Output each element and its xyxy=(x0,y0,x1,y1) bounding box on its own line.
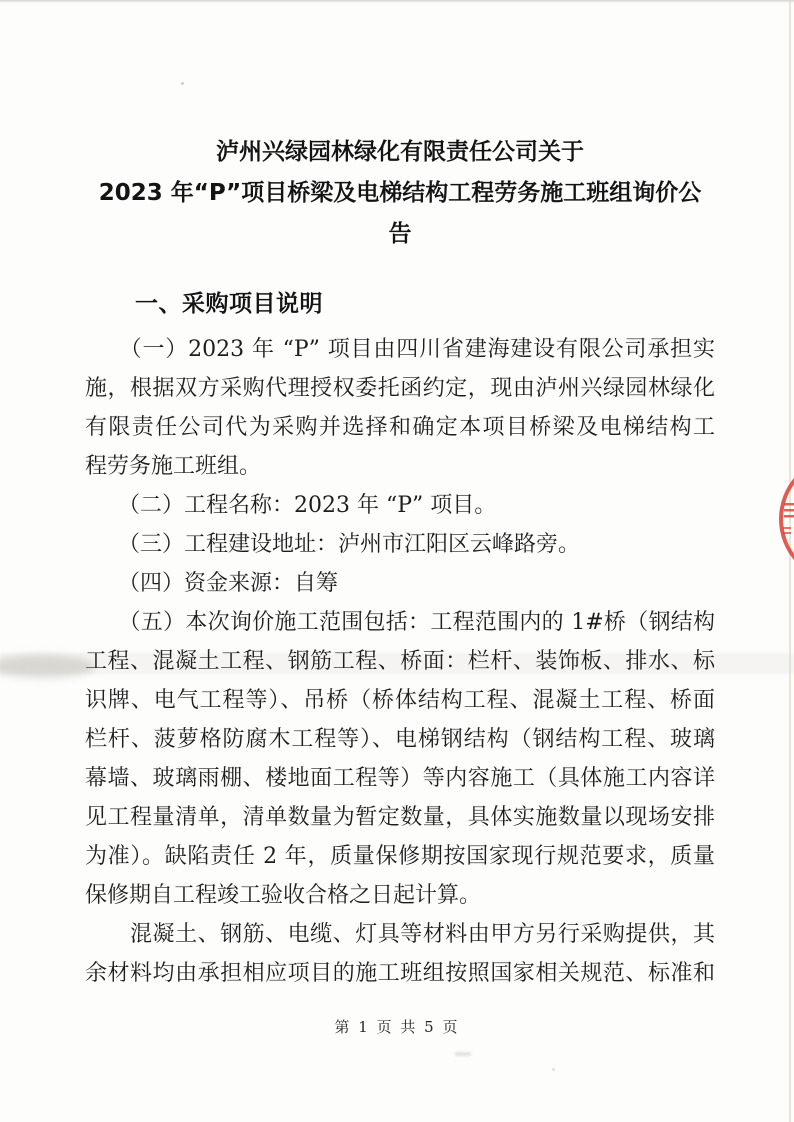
official-seal-stamp xyxy=(779,455,794,583)
official-seal-text-fragment xyxy=(784,503,794,519)
body-line: 有限责任公司代为采购并选择和确定本项目桥梁及电梯结构工 xyxy=(85,415,715,440)
body-line: 幕墙、玻璃雨棚、楼地面工程等）等内容施工（具体施工内容详 xyxy=(85,766,715,791)
body-line: 程劳务施工班组。 xyxy=(85,454,262,479)
official-seal-text-fragment xyxy=(783,527,791,536)
body-line: （二）工程名称：2023 年 “P” 项目。 xyxy=(85,493,497,518)
body-line: 见工程量清单，清单数量为暂定数量，具体实施数量以现场安排 xyxy=(85,805,715,830)
body-line: 余材料均由承担相应项目的施工班组按照国家相关规范、标准和 xyxy=(85,961,715,986)
body-line: （三）工程建设地址：泸州市江阳区云峰路旁。 xyxy=(85,532,581,557)
body-line: （四）资金来源：自筹 xyxy=(85,571,339,596)
scan-top-edge-artifact xyxy=(0,0,794,3)
document-body xyxy=(85,330,715,993)
page-right-edge-line xyxy=(789,0,791,1122)
title-line: 2023 年“P”项目桥梁及电梯结构工程劳务施工班组询价公 xyxy=(98,180,702,206)
document-title xyxy=(82,132,718,255)
body-line: （五）本次询价施工范围包括：工程范围内的 1#桥（钢结构 xyxy=(85,610,715,635)
scan-smudge-artifact xyxy=(0,655,95,678)
scan-speck xyxy=(181,82,184,85)
body-line: 栏杆、菠萝格防腐木工程等）、电梯钢结构（钢结构工程、玻璃 xyxy=(85,727,715,752)
scan-speck xyxy=(552,1068,555,1071)
body-line: 识牌、电气工程等）、吊桥（桥体结构工程、混凝土工程、桥面 xyxy=(85,688,715,713)
scan-speck xyxy=(455,1052,471,1056)
body-line: 混凝土、钢筋、电缆、灯具等材料由甲方另行采购提供，其 xyxy=(85,922,715,947)
title-line: 告 xyxy=(388,221,412,247)
body-line: 施，根据双方采购代理授权委托函约定，现由泸州兴绿园林绿化 xyxy=(85,376,715,401)
body-line: 保修期自工程竣工验收合格之日起计算。 xyxy=(85,883,482,908)
body-line: 工程、混凝土工程、钢筋工程、桥面：栏杆、装饰板、排水、标 xyxy=(85,649,715,674)
body-line: 为准）。缺陷责任 2 年，质量保修期按国家现行规范要求，质量 xyxy=(85,844,715,869)
page-number: 第 1 页 共 5 页 xyxy=(334,1018,460,1036)
section-heading: 一、采购项目说明 xyxy=(135,291,323,317)
body-line: （一）2023 年 “P” 项目由四川省建海建设有限公司承担实 xyxy=(85,337,715,362)
title-line: 泸州兴绿园林绿化有限责任公司关于 xyxy=(216,139,584,165)
